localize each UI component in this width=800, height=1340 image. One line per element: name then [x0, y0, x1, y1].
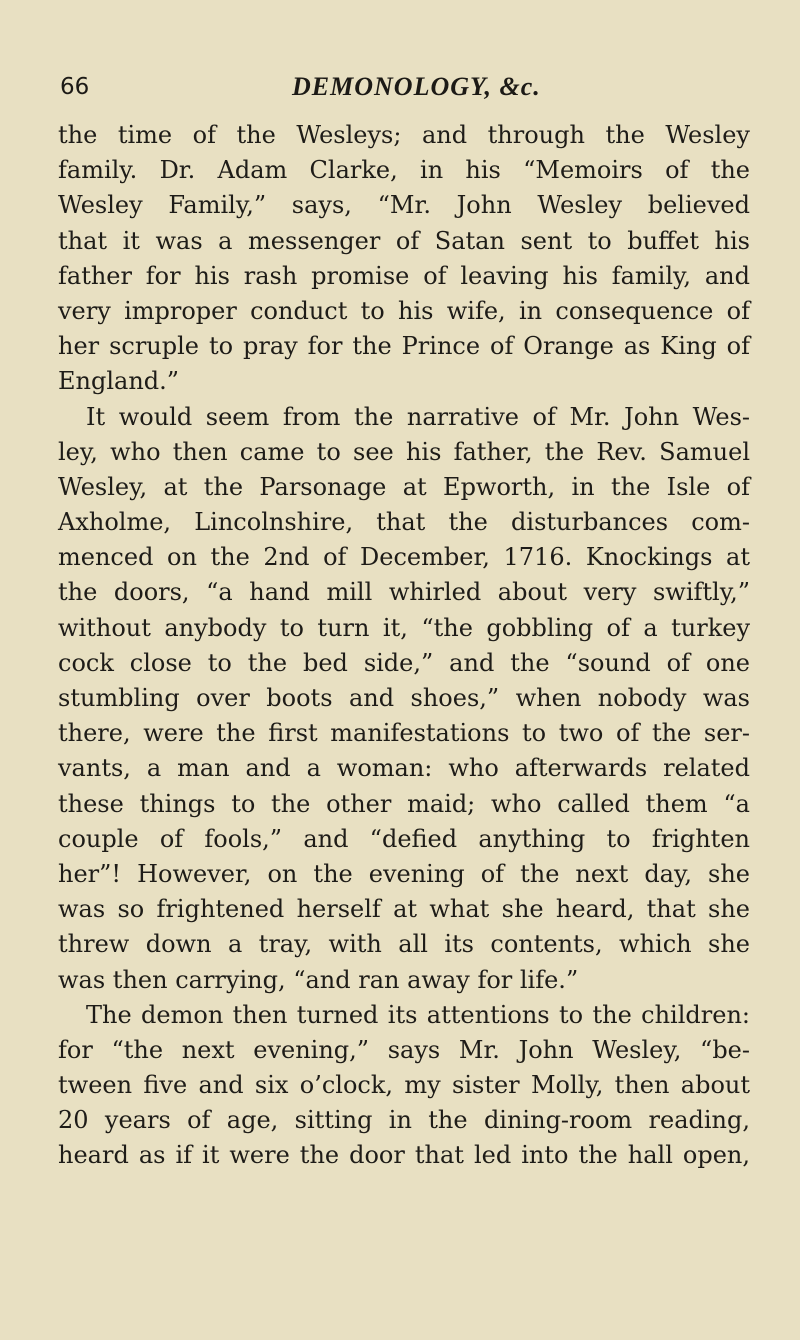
body-text	[58, 118, 750, 1174]
text-line: vants, a man and a woman: who afterwards related	[58, 754, 750, 783]
text-line: It would seem from the narrative of Mr. John Wes-	[86, 402, 750, 431]
text-line: her scruple to pray for the Prince of Orange as King of	[58, 332, 750, 361]
page-number: 66	[60, 74, 90, 100]
text-line: was then carrying, “and ran away for life.”	[58, 965, 579, 994]
text-line: these things to the other maid; who called them “a	[58, 789, 750, 818]
text-line: her”! However, on the evening of the next day, she	[58, 859, 750, 888]
text-line: father for his rash promise of leaving his family, and	[58, 261, 750, 290]
text-line: for “the next evening,” says Mr. John Wesley, “be-	[58, 1035, 750, 1064]
text-line: The demon then turned its attentions to the children:	[86, 1000, 750, 1029]
text-line: couple of fools,” and “defied anything to frighten	[58, 824, 750, 853]
text-line: the doors, “a hand mill whirled about very swiftly,”	[58, 578, 750, 607]
text-line: Axholme, Lincolnshire, that the disturbances com-	[58, 508, 750, 537]
text-line: very improper conduct to his wife, in consequence of	[58, 296, 750, 325]
text-line: stumbling over boots and shoes,” when nobody was	[58, 684, 750, 712]
text-line: heard as if it were the door that led into the hall open,	[58, 1141, 750, 1170]
text-line: that it was a messenger of Satan sent to buffet his	[58, 226, 750, 255]
text-line: family. Dr. Adam Clarke, in his “Memoirs of the	[58, 156, 750, 185]
text-line: tween five and six o’clock, my sister Molly, then about	[58, 1071, 750, 1100]
page-header	[60, 72, 760, 102]
text-line: Wesley, at the Parsonage at Epworth, in the Isle of	[58, 472, 750, 501]
text-line: cock close to the bed side,” and the “sound of one	[58, 648, 750, 677]
text-line: Wesley Family,” says, “Mr. John Wesley believed	[58, 191, 750, 220]
text-line: 20 years of age, sitting in the dining-room reading,	[58, 1106, 750, 1135]
text-line: ley, who then came to see his father, the Rev. Samuel	[58, 437, 750, 466]
text-line: menced on the 2nd of December, 1716. Knockings at	[58, 543, 750, 572]
running-head: DEMONOLOGY, &c.	[292, 72, 541, 101]
text-line: threw down a tray, with all its contents, which she	[58, 930, 750, 959]
text-line: England.”	[58, 367, 180, 396]
text-line: was so frightened herself at what she heard, that she	[58, 895, 750, 924]
text-line: the time of the Wesleys; and through the Wesley	[58, 121, 750, 149]
text-line: there, were the first manifestations to two of the ser-	[58, 719, 750, 748]
text-line: without anybody to turn it, “the gobbling of a turkey	[58, 613, 750, 642]
